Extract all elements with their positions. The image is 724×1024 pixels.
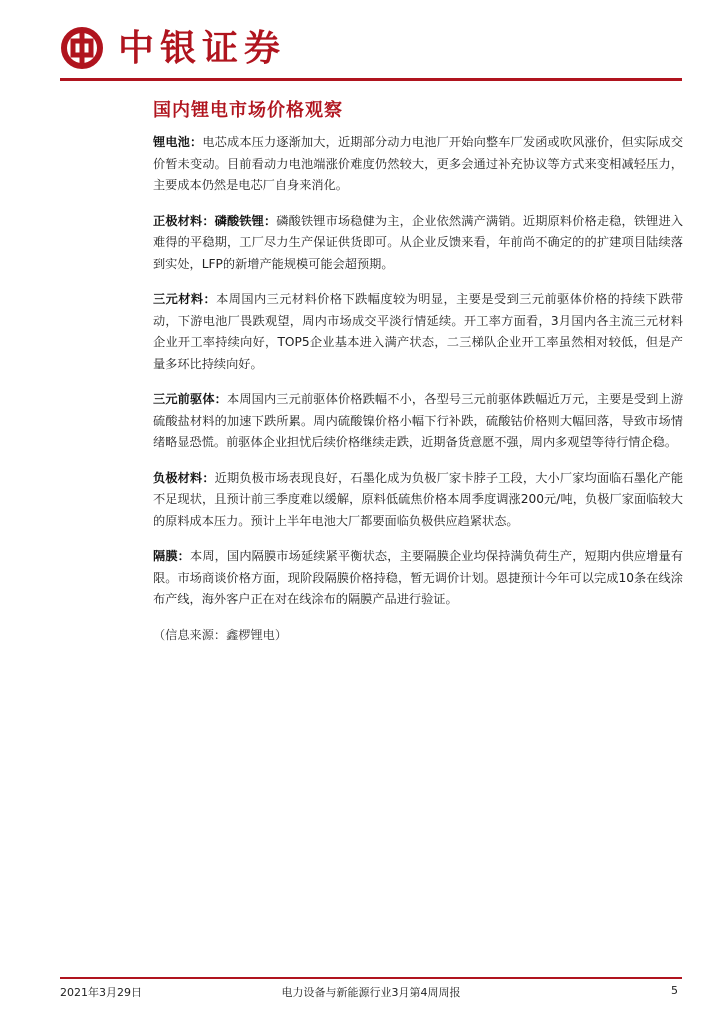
source-note: （信息来源：鑫椤锂电） — [153, 627, 288, 642]
paragraph-text: 电芯成本压力逐渐加大，近期部分动力电池厂开始向整车厂发函或吹风涨价，但实际成交价暂未变动。目前看动力电池端涨价难度仍然较大，更多会通过补充协议等方式来变相减轻压力，主要成本仍然是电芯厂自身来消化。 — [153, 135, 684, 192]
paragraph-term: 隔膜： — [153, 549, 190, 563]
footer-divider — [60, 977, 682, 979]
paragraph-text: 近期负极市场表现良好，石墨化成为负极厂家卡脖子工段，大小厂家均面临石墨化产能不足现状，且预计前三季度难以缓解，原料低硫焦价格本周季度调涨200元/吨，负极厂家面临较大的原料成本压力。预计上半年电池大厂都要面临负极供应趋紧状态。 — [153, 470, 684, 528]
paragraph-term: 正极材料：磷酸铁锂： — [153, 213, 277, 228]
report-header — [60, 26, 286, 70]
paragraph-term: 三元材料： — [153, 292, 217, 306]
paragraph-term: 锂电池： — [153, 135, 203, 149]
paragraph-text: 本周国内三元前驱体价格跌幅不小，各型号三元前驱体跌幅近万元，主要是受到上游硫酸盐材料的加速下跌所累。周内硫酸镍价格小幅下行补跌，硫酸钴价格则大幅回落，导致市场情绪略显恐慌。前驱体企业担忧后续价格继续走跌，近期备货意愿不强，周内多观望等待行情企稳。 — [153, 392, 684, 449]
paragraph-text: 本周，国内隔膜市场延续紧平衡状态，主要隔膜企业均保持满负荷生产，短期内供应增量有限。市场商谈价格方面，现阶段隔膜价格持稳，暂无调价计划。恩捷预计今年可以完成10条在线涂布产线，海外客户正在对在线涂布的隔膜产品进行验证。 — [153, 549, 684, 606]
page-number: 5 — [671, 984, 678, 997]
bank-of-china-logo-icon — [60, 26, 104, 70]
brand-name: 中银证券 — [118, 27, 287, 69]
report-date: 2021年3月29日 — [60, 986, 142, 999]
paragraph-term: 三元前驱体： — [153, 392, 227, 406]
header-divider — [60, 78, 682, 81]
paragraph-ternary-precursor — [153, 389, 683, 454]
paragraph-ternary-material — [153, 289, 683, 375]
paragraph-text: 本周国内三元材料价格下跌幅度较为明显，主要是受到三元前驱体价格的持续下跌带动，下游电池厂畏跌观望，周内市场成交平淡行情延续。开工率方面看，3月国内各主流三元材料企业开工率持续向好，TOP5企业基本进入满产状态，二三梯队企业开工率虽然相对较低，但是产量多环比持续向好。 — [153, 292, 684, 371]
section-title: 国内锂电市场价格观察 — [153, 100, 343, 121]
report-title: 电力设备与新能源行业3月第4周周报 — [281, 986, 461, 999]
paragraph-text: 磷酸铁锂市场稳健为主，企业依然满产满销。近期原料价格走稳，铁锂进入难得的平稳期，工厂尽力生产保证供货即可。从企业反馈来看，年前尚不确定的的扩建项目陆续落到实处，LFP的新增产能规模可能会超预期。 — [153, 213, 684, 271]
paragraph-battery — [153, 132, 683, 197]
paragraph-cathode-lfp — [153, 211, 683, 276]
report-body — [153, 132, 683, 646]
paragraph-term: 负极材料： — [153, 470, 215, 485]
paragraph-separator — [153, 546, 683, 611]
paragraph-anode — [153, 468, 683, 533]
